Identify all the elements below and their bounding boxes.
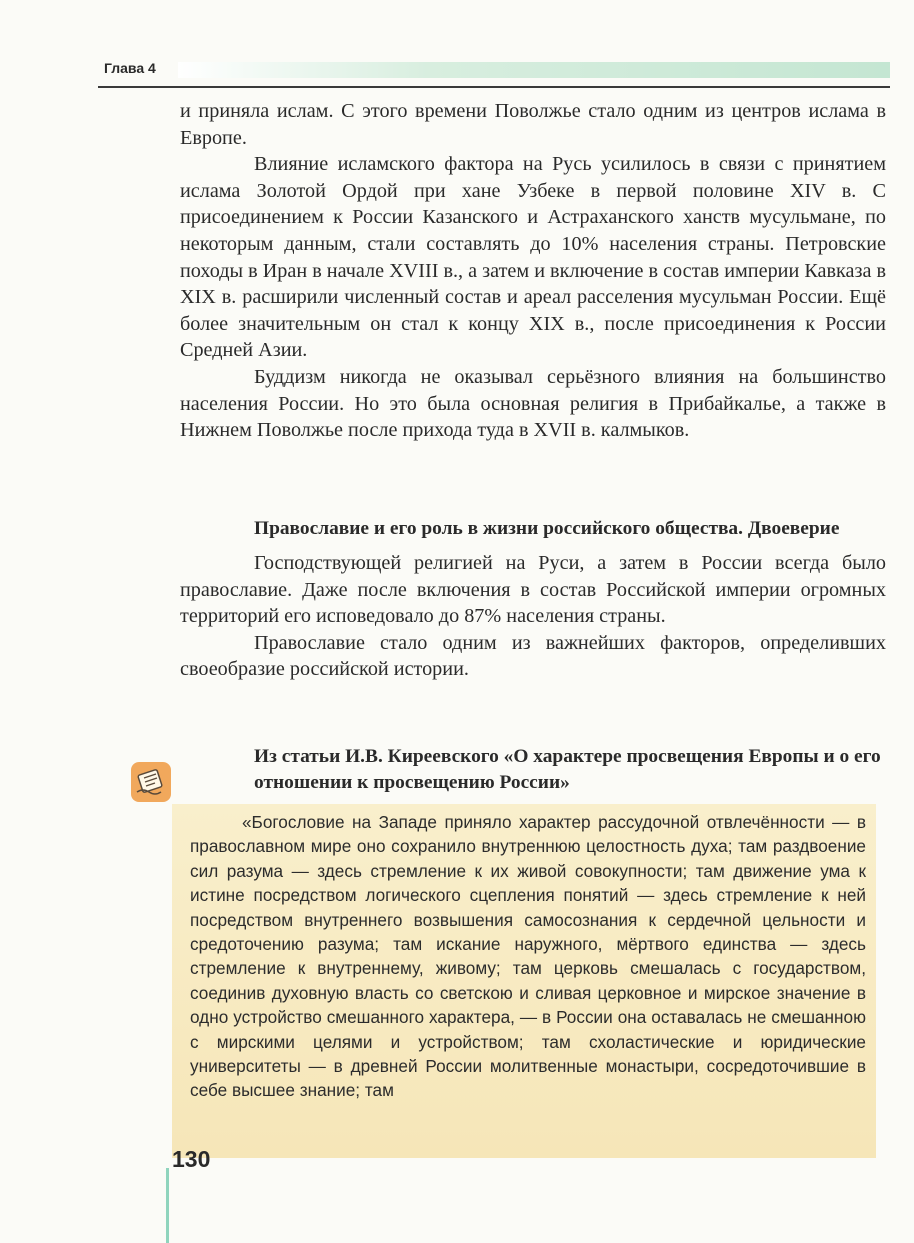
page-header (98, 56, 890, 88)
body-text-top (180, 98, 886, 444)
paragraph-islam-influence: Влияние исламского фактора на Русь усилилось в связи с принятием ислама Золотой Ордой при хане Узбеке в первой половине XIV в. С присоединением к России Казанского и Астраханского ханств мусульмане, по некоторым данным, стали составлять до 10% населения страны. Петровские походы в Иран в начале XVIII в., а затем и включение в состав империи Кавказа в XIX в. расширили численный состав и ареал расселения мусульман России. Ещё более значительным он стал к концу XIX в., после присоединения к России Средней Азии. (180, 153, 886, 362)
section-orthodoxy (180, 516, 886, 683)
paragraph-orthodoxy-dominant: Господствующей религией на Руси, а затем в России всегда было православие. Даже после включения в состав Российской империи огромных территорий его исповедовало до 87% населения страны. (180, 552, 886, 628)
quote-text: «Богословие на Западе приняло характер рассудочной отвлечённости — в православном мире оно сохранило внутреннюю целостность духа; там раздвоение сил разума — здесь стремление к их живой совокупности; там движение ума к истине посредством логического сцепления понятий — здесь стремление к ней посредством внутреннего возвышения самосознания к сердечной цельности и средоточению разума; там искание наружного, мёртвого единства — здесь стремление к внутреннему, живому; там церковь смешалась с государством, соединив духовную власть со светскою и сливая церковное и мирское значение в одно устройство смешанного характера, — в России она оставалась не смешанною с мирскими целями и устройством; там схоластические и юридические университеты — в древней России молитвенные монастыри, сосредоточившие в себе высшее знание; там (190, 812, 866, 1101)
page-number: 130 (172, 1146, 211, 1172)
paragraph-continuation: и приняла ислам. С этого времени Поволжье стало одним из центров ислама в Европе. (180, 100, 886, 149)
paragraph-buddhism: Буддизм никогда не оказывал серьёзного влияния на большинство населения России. Но это была основная религия в Прибайкалье, а также в Нижнем Поволжье после прихода туда в XVII в. калмыков. (180, 365, 886, 442)
quote-box (172, 804, 876, 1158)
chapter-label: Глава 4 (104, 60, 156, 76)
section-heading: Православие и его роль в жизни российского общества. Двоеверие (254, 518, 840, 539)
paragraph-orthodoxy-factor: Православие стало одним из важнейших факторов, определивших своеобразие российской истории. (180, 631, 886, 681)
header-band (178, 62, 890, 78)
source-title-block (180, 744, 886, 796)
source-title: Из статьи И.В. Киреевского «О характере просвещения Европы и о его отношении к просвещению России» (254, 746, 881, 793)
page-margin-stripe (166, 1168, 169, 1243)
document-scroll-icon (131, 762, 171, 802)
